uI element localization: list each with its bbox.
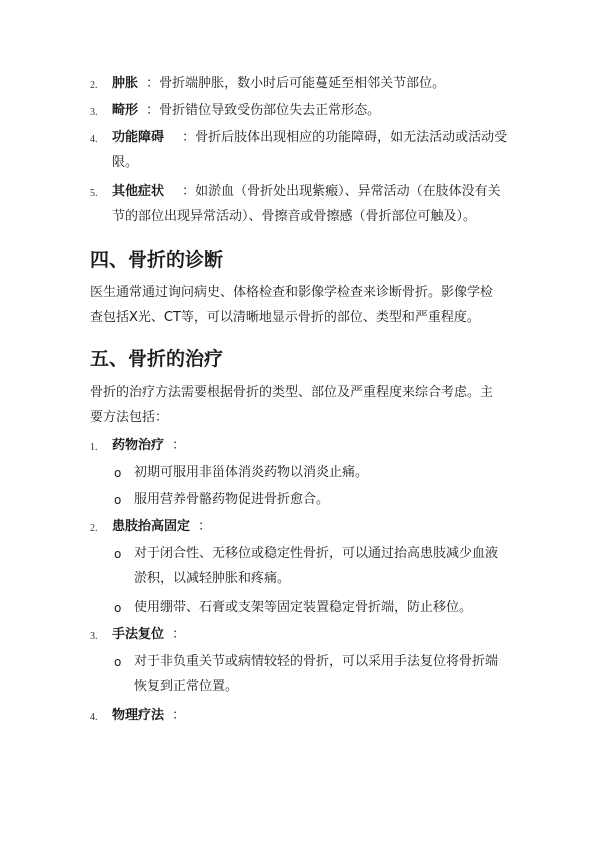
list-item [112,130,507,146]
list-description: 如淤血（骨折处出现紫瘢）、异常活动（在肢体没有关 [195,184,501,199]
list-item [112,184,501,200]
list-number: 4. [90,712,98,723]
list-term: 物理疗法 [112,708,165,723]
list-item [112,519,211,535]
list-term: 患肢抬高固定 [112,519,191,534]
list-separator: ： [182,130,196,145]
list-separator: ： [182,184,196,199]
list-item [112,708,185,724]
bullet-icon: o [114,655,122,669]
list-term: 其他症状 [112,184,165,199]
list-separator: ： [172,627,186,642]
list-term: 功能障碍 [112,130,165,145]
list-number: 2. [90,523,98,534]
list-item [112,76,445,92]
list-description: 骨折后肢体出现相应的功能障碍，如无法活动或活动受 [195,130,508,145]
list-term: 肿胀 [112,76,139,91]
list-number: 2. [90,80,98,91]
sub-list-item: 初期可服用非甾体消炎药物以消炎止痛。 [134,465,369,480]
list-separator: ： [146,103,160,118]
section-heading-treatment: 五、骨折的治疗 [90,348,224,370]
paragraph-line: 医生通常通过询问病史、体格检查和影像学检查来诊断骨折。影像学检 [90,285,494,300]
list-number: 4. [90,134,98,145]
sub-list-item: 对于非负重关节或病情较轻的骨折，可以采用手法复位将骨折端 [134,654,499,669]
sub-list-item: 对于闭合性、无移位或稳定性骨折，可以通过抬高患肢减少血液 [134,546,499,561]
bullet-icon: o [114,493,122,507]
list-number: 3. [90,631,98,642]
list-term: 手法复位 [112,627,165,642]
paragraph-line: 骨折的治疗方法需要根据骨折的类型、部位及严重程度来综合考虑。主 [90,385,494,400]
bullet-icon: o [114,601,122,615]
paragraph-line: 查包括X光、CT等，可以清晰地显示骨折的部位、类型和严重程度。 [90,310,480,325]
list-number: 1. [90,442,98,453]
section-heading-diagnosis: 四、骨折的诊断 [90,249,224,271]
list-description: 骨折端肿胀，数小时后可能蔓延至相邻关节部位。 [159,76,446,91]
list-description-cont: 节的部位出现异常活动）、骨擦音或骨擦感（骨折部位可触及）。 [112,209,477,224]
bullet-icon: o [114,466,122,480]
sub-list-item: 使用绷带、石膏或支架等固定装置稳定骨折端，防止移位。 [134,600,473,615]
sub-list-item: 服用营养骨骼药物促进骨折愈合。 [134,492,330,507]
list-item [112,103,380,119]
list-item [112,627,185,643]
list-separator: ： [146,76,160,91]
paragraph-line: 要方法包括： [90,410,169,425]
list-number: 3. [90,107,98,118]
list-separator: ： [198,519,212,534]
list-separator: ： [172,708,186,723]
sub-list-item-cont: 恢复到正常位置。 [134,679,239,694]
list-description: 骨折错位导致受伤部位失去正常形态。 [159,103,381,118]
list-description-cont: 限。 [112,155,139,170]
list-item [112,438,185,454]
list-term: 药物治疗 [112,438,165,453]
list-separator: ： [172,438,186,453]
list-number: 5. [90,188,98,199]
list-term: 畸形 [112,103,139,118]
sub-list-item-cont: 淤积，以减轻肿胀和疼痛。 [134,571,291,586]
bullet-icon: o [114,547,122,561]
